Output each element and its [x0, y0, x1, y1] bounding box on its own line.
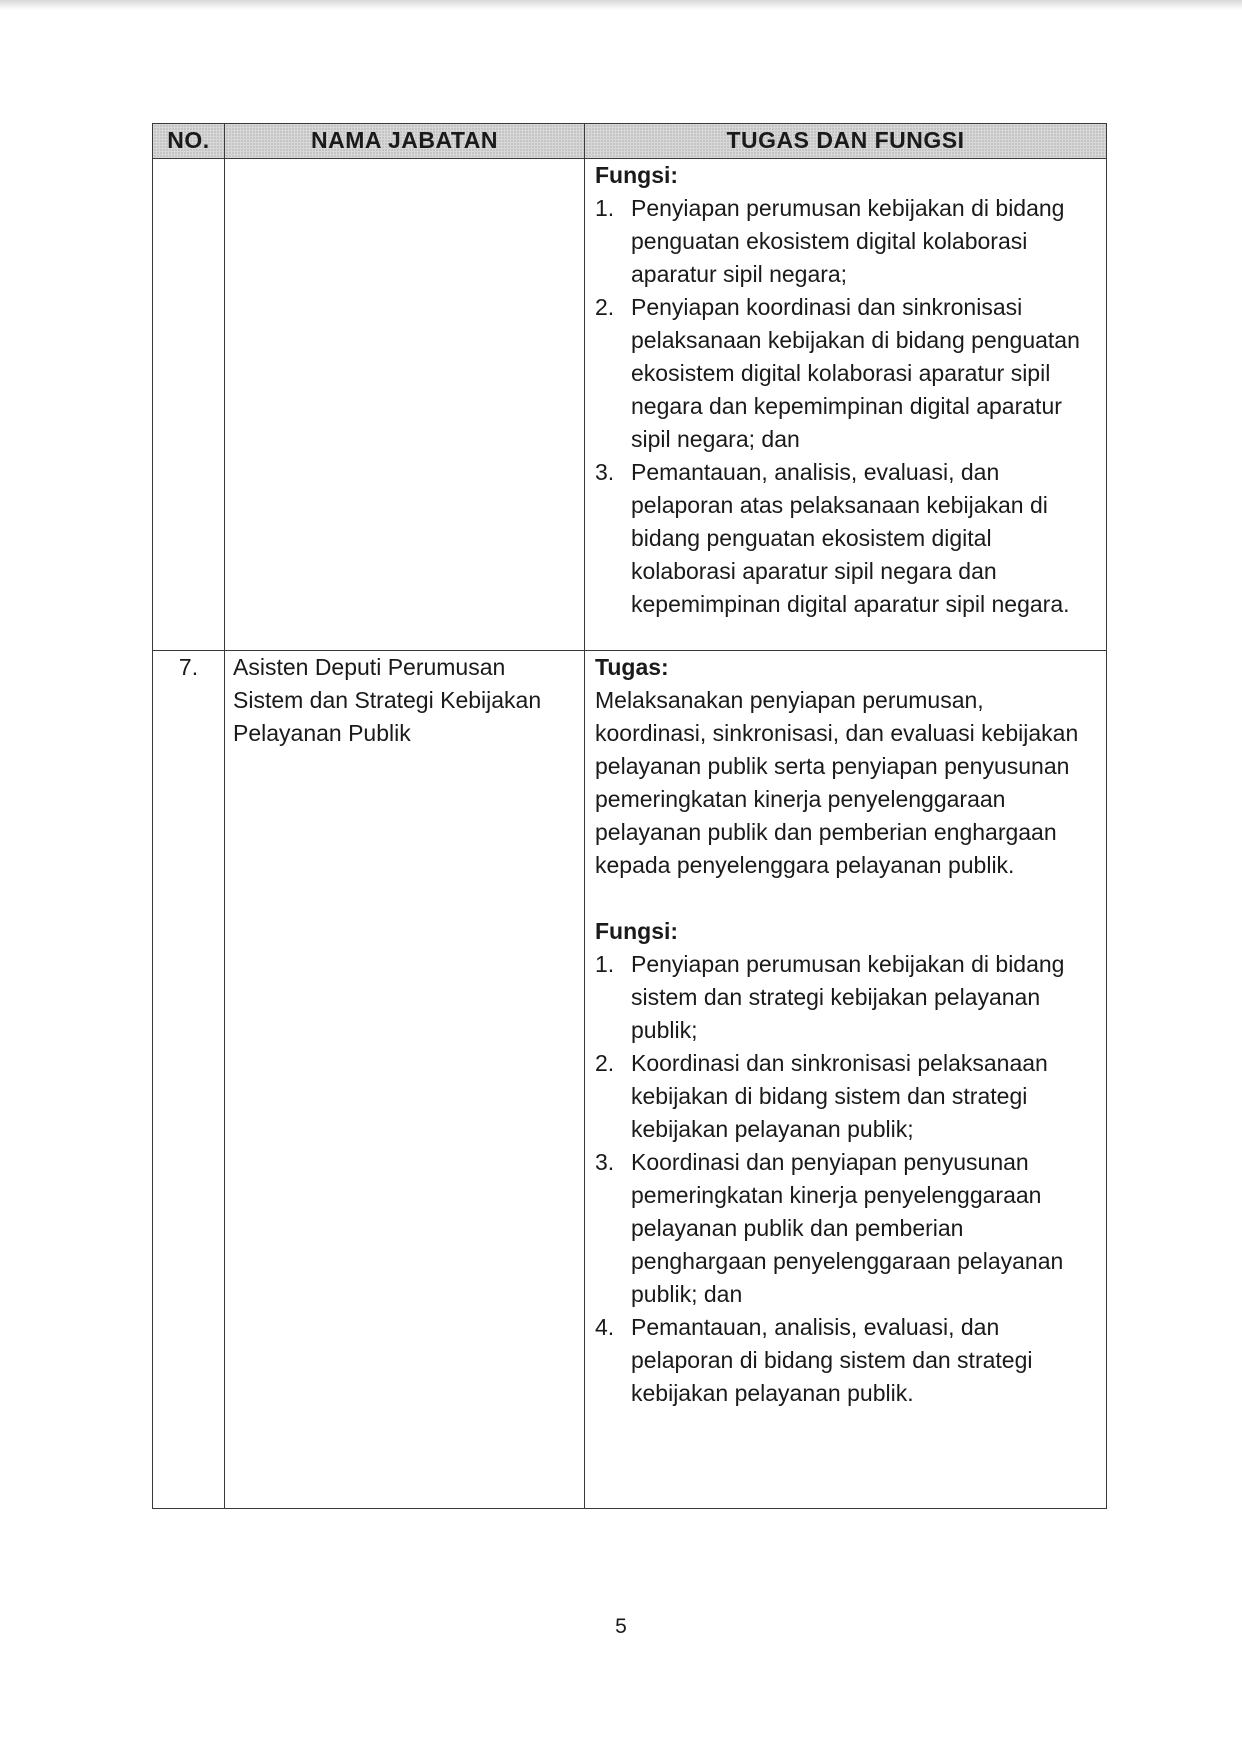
table-body [153, 159, 1107, 1509]
scan-edge [0, 0, 1242, 10]
list-item [595, 192, 1096, 291]
fungsi-title: Fungsi: [595, 918, 679, 944]
list-item-number: 4. [595, 1314, 615, 1340]
jabatan-table [152, 123, 1107, 1509]
list-item-number: 1. [595, 951, 615, 977]
row-7-no: 7. [153, 651, 225, 1509]
list-item-text: Penyiapan koordinasi dan sinkronisasi pelaksanaan kebijakan di bidang penguatan ekosistem digital kolaborasi aparatur sipil negara dan kepemimpinan digital aparatur sipil negara; dan [631, 294, 1080, 452]
list-item [595, 1146, 1096, 1311]
list-item-number: 3. [595, 459, 615, 485]
page-number: 5 [615, 1615, 627, 1638]
table-header [153, 124, 1107, 159]
fungsi-list [595, 948, 1096, 1410]
fungsi-list [595, 192, 1096, 621]
row-continued-nama [225, 159, 585, 651]
tugas-text: Melaksanakan penyiapan perumusan, koordinasi, sinkronisasi, dan evaluasi kebijakan pelayanan publik serta penyiapan penyusunan pemeringkatan kinerja penyelenggaraan pelayanan publik dan pemberian enghargaan kepada penyelenggara pelayanan publik. [595, 687, 1079, 878]
row-7-tugas-fungsi [585, 651, 1107, 1509]
list-item [595, 456, 1096, 621]
list-item-text: Penyiapan perumusan kebijakan di bidang sistem dan strategi kebijakan pelayanan publik; [631, 951, 1065, 1043]
list-item-text: Pemantauan, analisis, evaluasi, dan pelaporan atas pelaksanaan kebijakan di bidang penguatan ekosistem digital kolaborasi aparatur sipil negara dan kepemimpinan digital aparatur sipil negara. [631, 459, 1070, 617]
list-item [595, 1047, 1096, 1146]
list-item-number: 1. [595, 195, 615, 221]
spacer [595, 882, 1096, 915]
fungsi-title: Fungsi: [595, 162, 679, 188]
header-nama-jabatan: NAMA JABATAN [225, 124, 585, 159]
list-item-number: 2. [595, 294, 615, 320]
list-item-text: Koordinasi dan sinkronisasi pelaksanaan kebijakan di bidang sistem dan strategi kebijakan pelayanan publik; [631, 1050, 1048, 1142]
list-item [595, 291, 1096, 456]
table-row-7 [153, 651, 1107, 1509]
row-continued-tugas-fungsi [585, 159, 1107, 651]
list-item-number: 2. [595, 1050, 615, 1076]
list-item-text: Koordinasi dan penyiapan penyusunan pemeringkatan kinerja penyelenggaraan pelayanan publik dan pemberian penghargaan penyelenggaraan pelayanan publik; dan [631, 1149, 1064, 1307]
header-tugas-dan-fungsi: TUGAS DAN FUNGSI [585, 124, 1107, 159]
row-continued-no [153, 159, 225, 651]
list-item [595, 948, 1096, 1047]
list-item [595, 1311, 1096, 1410]
header-no: NO. [153, 124, 225, 159]
list-item-text: Penyiapan perumusan kebijakan di bidang penguatan ekosistem digital kolaborasi aparatur sipil negara; [631, 195, 1065, 287]
table-row-continued [153, 159, 1107, 651]
row-7-nama-jabatan: Asisten Deputi Perumusan Sistem dan Strategi Kebijakan Pelayanan Publik [225, 651, 585, 1509]
tugas-title: Tugas: [595, 654, 669, 680]
header-row [153, 124, 1107, 159]
list-item-number: 3. [595, 1149, 615, 1175]
list-item-text: Pemantauan, analisis, evaluasi, dan pelaporan di bidang sistem dan strategi kebijakan pelayanan publik. [631, 1314, 1033, 1406]
